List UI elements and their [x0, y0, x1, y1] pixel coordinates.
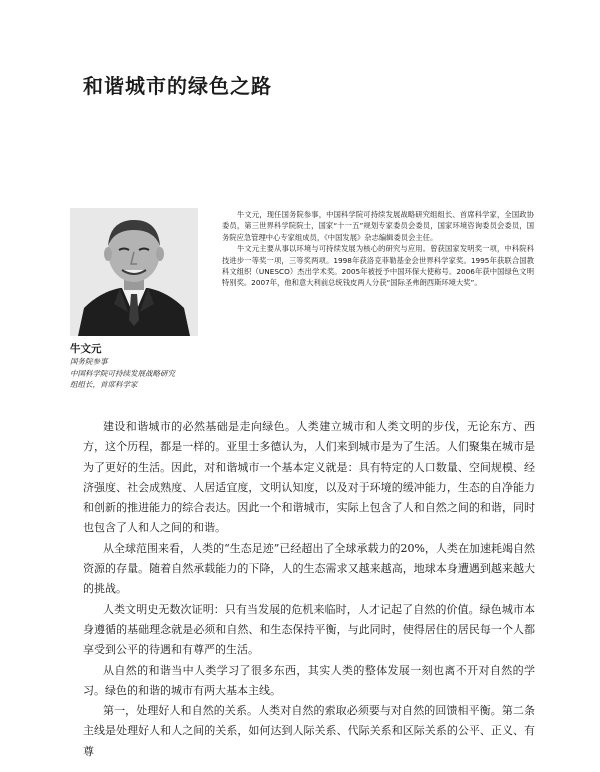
- author-block: [70, 342, 175, 391]
- article-paragraph: 人类文明史无数次证明：只有当发展的危机来临时，人才记起了自然的价值。绿色城市本身遵循的基础理念就是必须和自然、和生态保持平衡，与此同时，使得居住的居民每一个人都享受到公平的待遇和有尊严的生活。: [83, 602, 535, 657]
- article-paragraph: 建设和谐城市的必然基础是走向绿色。人类建立城市和人类文明的步伐，无论东方、西方，这个历程，都是一样的。亚里士多德认为，人们来到城市是为了生活。人们聚集在城市是为了更好的生活。因此，对和谐城市一个基本定义就是：具有特定的人口数量、空间规模、经济强度、社会成熟度、人居适宜度，文明认知度，以及对于环境的缓冲能力，生态的自净能力和创新的推进能力的综合表达。因此一个和谐城市，实际上包含了人和自然之间的和谐，同时也包含了人和人之间的和谐。: [83, 420, 535, 535]
- bio-paragraph: 牛文元，现任国务院参事，中国科学院可持续发展战略研究组组长、首席科学家，全国政协委员，第三世界科学院院士，国家“十一五”规划专家委员会委员，国家环境咨询委员会委员，国务院应急管理中心专家组成员，《中国发展》杂志编辑委员会主任。: [222, 210, 534, 242]
- article-paragraph: 第一，处理好人和自然的关系。人类对自然的索取必须要与对自然的回馈相平衡。第二条主线是处理好人和人之间的关系，如何达到人际关系、代际关系和区际关系的公平、正义、有尊: [83, 704, 535, 758]
- article-paragraph: 从全球范围来看，人类的“生态足迹”已经超出了全球承载力的20%，人类在加速耗竭自然资源的存量。随着自然承载能力的下降，人的生态需求又越来越高，地球本身遭遇到越来越大的挑战。: [83, 541, 535, 596]
- bio-paragraph: 牛文元主要从事以环境与可持续发展为核心的研究与应用。曾获国家发明奖一项，中科院科技进步一等奖一项，三等奖两项。1998年获洛克菲勒基金会世界科学家奖。1995年获联合国教科文组织（UNESCO）杰出学术奖。2005年被授予中国环保大使称号。2006年获中国绿色文明特别奖。2007年，他和意大利前总统钱皮两人分获“国际圣弗朗西斯环境大奖”。: [222, 244, 534, 288]
- author-portrait: [70, 208, 198, 336]
- author-role: 国务院参事: [70, 357, 108, 366]
- author-name: 牛文元: [70, 343, 102, 355]
- page-title: 和谐城市的绿色之路: [83, 74, 272, 98]
- author-role: 中国科学院可持续发展战略研究: [70, 368, 175, 378]
- author-role: 组组长，首席科学家: [70, 380, 138, 389]
- author-bio: [222, 209, 534, 289]
- article-body: [83, 417, 535, 762]
- portrait-image: [70, 208, 198, 336]
- article-paragraph: 从自然的和谐当中人类学习了很多东西，其实人类的整体发展一刻也离不开对自然的学习。绿色的和谐的城市有两大基本主线。: [83, 663, 535, 697]
